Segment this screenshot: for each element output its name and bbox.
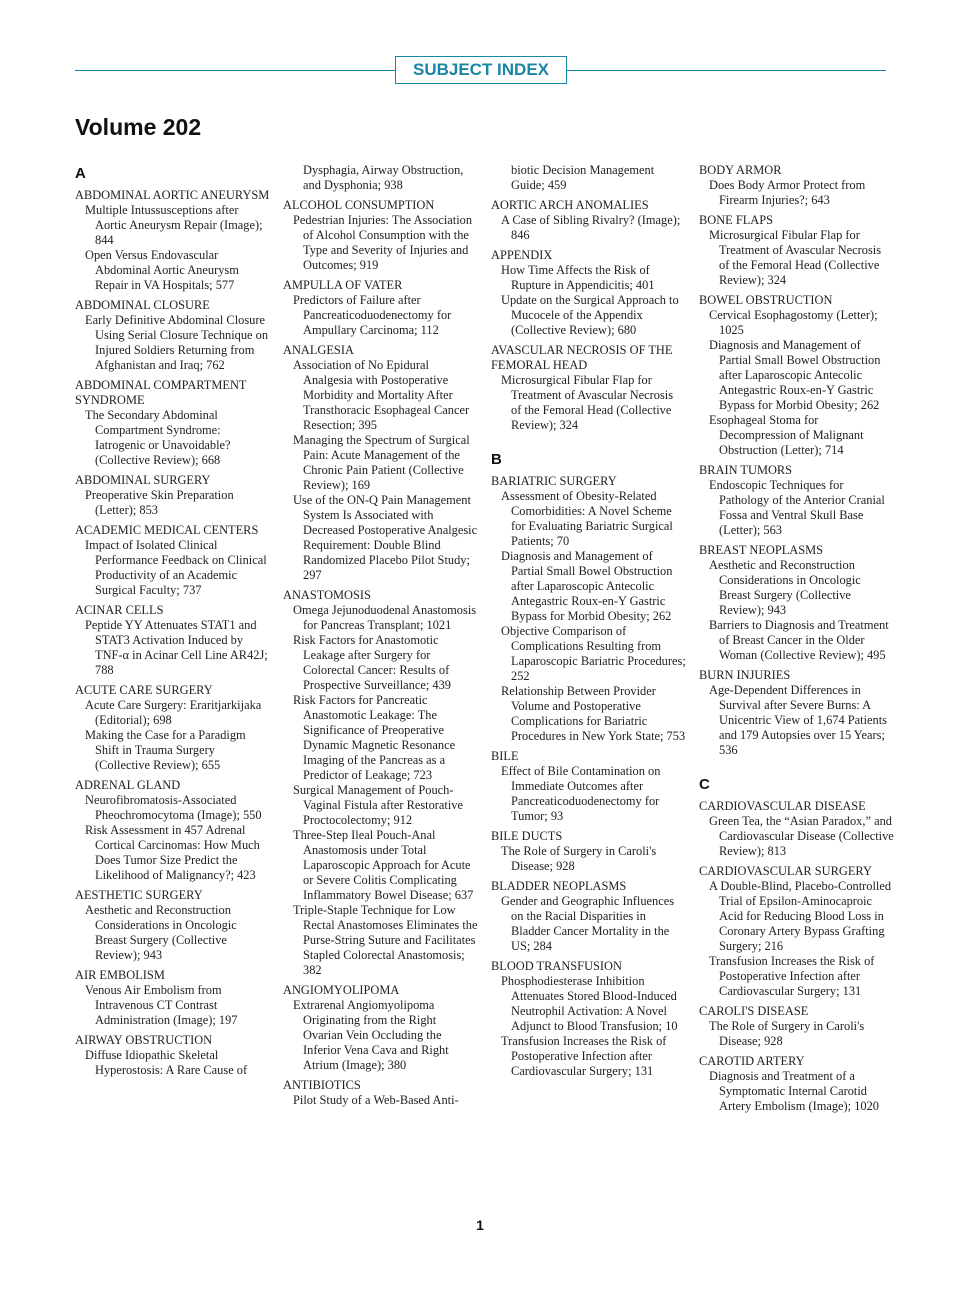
index-entry: Transfusion Increases the Risk of Postoperative Infection after Cardiovascular Surgery; 131 <box>709 954 875 998</box>
index-term: BARIATRIC SURGERY <box>491 474 617 488</box>
index-term: ABDOMINAL AORTIC ANEURYSM <box>75 188 270 202</box>
subject-index-title: SUBJECT INDEX <box>395 56 567 84</box>
index-entry: Managing the Spectrum of Surgical Pain: Acute Management of the Chronic Pain Patient (Collective Review); 169 <box>293 433 470 492</box>
index-entry: Microsurgical Fibular Flap for Treatment of Avascular Necrosis of the Femoral Head (Collective Review); 324 <box>501 373 674 432</box>
index-term: ACINAR CELLS <box>75 603 164 617</box>
index-entry: Cervical Esophagostomy (Letter); 1025 <box>709 308 878 337</box>
index-term: ACUTE CARE SURGERY <box>75 683 213 697</box>
index-column-4 <box>699 163 894 1114</box>
index-term: AMPULLA OF VATER <box>283 278 403 292</box>
index-entry: Gender and Geographic Influences on the Racial Disparities in Bladder Cancer Mortality in the US; 284 <box>501 894 675 953</box>
index-term: BREAST NEOPLASMS <box>699 543 824 557</box>
index-entry: Microsurgical Fibular Flap for Treatment of Avascular Necrosis of the Femoral Head (Collective Review); 324 <box>709 228 882 287</box>
index-term: BLADDER NEOPLASMS <box>491 879 627 893</box>
index-entry: Diagnosis and Treatment of a Symptomatic Internal Carotid Artery Embolism (Image); 1020 <box>709 1069 880 1113</box>
index-entry: Acute Care Surgery: Eraritjarkijaka (Editorial); 698 <box>85 698 262 727</box>
header-rule-right <box>567 70 886 71</box>
index-entry: The Role of Surgery in Caroli's Disease; 928 <box>709 1019 865 1048</box>
section-letter: A <box>75 165 86 182</box>
index-term: CARDIOVASCULAR DISEASE <box>699 799 866 813</box>
header-rule-left <box>75 70 395 71</box>
index-term: ABDOMINAL CLOSURE <box>75 298 210 312</box>
index-entry: Transfusion Increases the Risk of Postoperative Infection after Cardiovascular Surgery; 131 <box>501 1034 667 1078</box>
index-entry: The Role of Surgery in Caroli's Disease; 928 <box>501 844 657 873</box>
index-entry: Endoscopic Techniques for Pathology of the Anterior Cranial Fossa and Ventral Skull Base (Letter); 563 <box>709 478 885 537</box>
index-term: APPENDIX <box>491 248 553 262</box>
index-column-2 <box>283 163 478 1108</box>
index-term: ANTIBIOTICS <box>283 1078 361 1092</box>
index-term: BONE FLAPS <box>699 213 774 227</box>
index-column-3 <box>491 163 686 1079</box>
index-entry: Venous Air Embolism from Intravenous CT Contrast Administration (Image); 197 <box>85 983 238 1027</box>
section-letter: B <box>491 451 502 468</box>
index-entry: Omega Jejunoduodenal Anastomosis for Pancreas Transplant; 1021 <box>293 603 477 632</box>
continued-entry: biotic Decision Management Guide; 459 <box>511 163 655 192</box>
continued-entry: Dysphagia, Airway Obstruction, and Dysphonia; 938 <box>303 163 464 192</box>
index-term: AIRWAY OBSTRUCTION <box>75 1033 213 1047</box>
index-entry: Pilot Study of a Web-Based Anti- <box>293 1093 459 1107</box>
index-term: ADRENAL GLAND <box>75 778 181 792</box>
index-entry: Diffuse Idiopathic Skeletal Hyperostosis: A Rare Cause of <box>85 1048 248 1077</box>
index-term: AIR EMBOLISM <box>75 968 165 982</box>
index-entry: Assessment of Obesity-Related Comorbidities: A Novel Scheme for Evaluating Bariatric Surgical Patients; 70 <box>501 489 673 548</box>
index-entry: Early Definitive Abdominal Closure Using Serial Closure Technique on Injured Soldiers Returning from Afghanistan and Iraq; 762 <box>85 313 269 372</box>
index-entry: Update on the Surgical Approach to Mucocele of the Appendix (Collective Review); 680 <box>501 293 679 337</box>
index-term: CAROLI'S DISEASE <box>699 1004 809 1018</box>
index-entry: Extrarenal Angiomyolipoma Originating from the Right Ovarian Vein Occluding the Inferior Vena Cava and Right Atrium (Image); 380 <box>293 998 449 1072</box>
index-entry: Multiple Intussusceptions after Aortic Aneurysm Repair (Image); 844 <box>85 203 263 247</box>
index-entry: How Time Affects the Risk of Rupture in Appendicitis; 401 <box>501 263 655 292</box>
index-term: ALCOHOL CONSUMPTION <box>283 198 435 212</box>
index-entry: Does Body Armor Protect from Firearm Injuries?; 643 <box>709 178 866 207</box>
index-entry: Aesthetic and Reconstruction Considerations in Oncologic Breast Surgery (Collective Review); 943 <box>709 558 861 617</box>
index-term: BRAIN TUMORS <box>699 463 793 477</box>
index-entry: Risk Assessment in 457 Adrenal Cortical Carcinomas: How Much Does Tumor Size Predict the Likelihood of Malignancy?; 423 <box>85 823 260 882</box>
section-letter: C <box>699 776 710 793</box>
index-entry: Effect of Bile Contamination on Immediate Outcomes after Pancreaticoduodenectomy for Tumor; 93 <box>501 764 661 823</box>
index-entry: Preoperative Skin Preparation (Letter); 853 <box>85 488 234 517</box>
index-entry: Predictors of Failure after Pancreaticoduodenectomy for Ampullary Carcinoma; 112 <box>293 293 452 337</box>
index-term: BURN INJURIES <box>699 668 791 682</box>
index-entry: Phosphodiesterase Inhibition Attenuates Stored Blood-Induced Neutrophil Activation: A Novel Adjunct to Blood Transfusion; 10 <box>501 974 678 1033</box>
index-entry: Neurofibromatosis-Associated Pheochromocytoma (Image); 550 <box>85 793 262 822</box>
index-entry: Risk Factors for Anastomotic Leakage after Surgery for Colorectal Cancer: Results of Prospective Surveillance; 439 <box>293 633 451 692</box>
index-column-1 <box>75 163 270 1078</box>
index-term: ABDOMINAL COMPARTMENT SYNDROME <box>75 378 247 407</box>
index-term: BILE <box>491 749 519 763</box>
index-term: CAROTID ARTERY <box>699 1054 805 1068</box>
index-entry: Diagnosis and Management of Partial Small Bowel Obstruction after Laparoscopic Antecolic Antegastric Roux-en-Y Gastric Bypass for Morbid Obesity; 262 <box>501 549 673 623</box>
index-entry: Association of No Epidural Analgesia with Postoperative Morbidity and Mortality After Transthoracic Esophageal Cancer Resection; 395 <box>293 358 470 432</box>
index-term: ANGIOMYOLIPOMA <box>283 983 400 997</box>
index-entry: Surgical Management of Pouch-Vaginal Fistula after Restorative Proctocolectomy; 912 <box>293 783 464 827</box>
index-term: BLOOD TRANSFUSION <box>491 959 622 973</box>
index-entry: Esophageal Stoma for Decompression of Malignant Obstruction (Letter); 714 <box>709 413 864 457</box>
index-entry: Age-Dependent Differences in Survival after Severe Burns: A Unicentric View of 1,674 Patients and 179 Autopsies over 15 Years; 536 <box>709 683 887 757</box>
index-term: ACADEMIC MEDICAL CENTERS <box>75 523 259 537</box>
index-entry: Open Versus Endovascular Abdominal Aortic Aneurysm Repair in VA Hospitals; 577 <box>85 248 239 292</box>
index-entry: The Secondary Abdominal Compartment Syndrome: Iatrogenic or Unavoidable? (Collective Review); 668 <box>85 408 231 467</box>
index-entry: A Case of Sibling Rivalry? (Image); 846 <box>501 213 681 242</box>
index-term: BILE DUCTS <box>491 829 563 843</box>
index-entry: Green Tea, the “Asian Paradox,” and Cardiovascular Disease (Collective Review); 813 <box>709 814 894 858</box>
index-entry: Pedestrian Injuries: The Association of Alcohol Consumption with the Type and Severity of Injuries and Outcomes; 919 <box>293 213 473 272</box>
index-entry: Risk Factors for Pancreatic Anastomotic Leakage: The Significance of Preoperative Dynamic Magnetic Resonance Imaging of the Pancreas as a Predictor of Leakage; 723 <box>293 693 456 782</box>
index-term: AVASCULAR NECROSIS OF THE FEMORAL HEAD <box>491 343 673 372</box>
index-entry: Objective Comparison of Complications Resulting from Laparoscopic Bariatric Procedures; 252 <box>501 624 686 683</box>
index-term: ABDOMINAL SURGERY <box>75 473 211 487</box>
index-term: AORTIC ARCH ANOMALIES <box>491 198 649 212</box>
index-term: AESTHETIC SURGERY <box>75 888 203 902</box>
index-entry: Impact of Isolated Clinical Performance Feedback on Clinical Productivity of an Academic Surgical Faculty; 737 <box>85 538 267 597</box>
index-entry: Peptide YY Attenuates STAT1 and STAT3 Activation Induced by TNF-α in Acinar Cell Line AR42J; 788 <box>85 618 268 677</box>
index-term: BOWEL OBSTRUCTION <box>699 293 833 307</box>
index-entry: Triple-Staple Technique for Low Rectal Anastomoses Eliminates the Purse-String Suture and Facilitates Stapled Colorectal Anastomosis; 382 <box>293 903 478 977</box>
index-entry: Diagnosis and Management of Partial Small Bowel Obstruction after Laparoscopic Antecolic Antegastric Roux-en-Y Gastric Bypass for Morbid Obesity; 262 <box>709 338 881 412</box>
index-term: ANASTOMOSIS <box>283 588 371 602</box>
index-term: ANALGESIA <box>283 343 354 357</box>
index-term: BODY ARMOR <box>699 163 782 177</box>
index-entry: A Double-Blind, Placebo-Controlled Trial of Epsilon-Aminocaproic Acid for Reducing Blood Loss in Coronary Artery Bypass Grafting Surgery; 216 <box>709 879 892 953</box>
index-entry: Three-Step Ileal Pouch-Anal Anastomosis under Total Laparoscopic Approach for Acute or Severe Colitis Complicating Inflammatory Bowel Disease; 637 <box>293 828 474 902</box>
index-entry: Barriers to Diagnosis and Treatment of Breast Cancer in the Older Woman (Collective Review); 495 <box>709 618 889 662</box>
page-number: 1 <box>476 1217 484 1233</box>
index-entry: Use of the ON-Q Pain Management System Is Associated with Decreased Postoperative Analgesic Requirement: Double Blind Randomized Placebo Pilot Study; 297 <box>293 493 478 582</box>
index-entry: Aesthetic and Reconstruction Considerations in Oncologic Breast Surgery (Collective Review); 943 <box>85 903 237 962</box>
volume-heading: Volume 202 <box>75 114 202 140</box>
index-term: CARDIOVASCULAR SURGERY <box>699 864 872 878</box>
index-entry: Relationship Between Provider Volume and Postoperative Complications for Bariatric Procedures in New York State; 753 <box>501 684 686 743</box>
index-entry: Making the Case for a Paradigm Shift in Trauma Surgery (Collective Review); 655 <box>85 728 246 772</box>
